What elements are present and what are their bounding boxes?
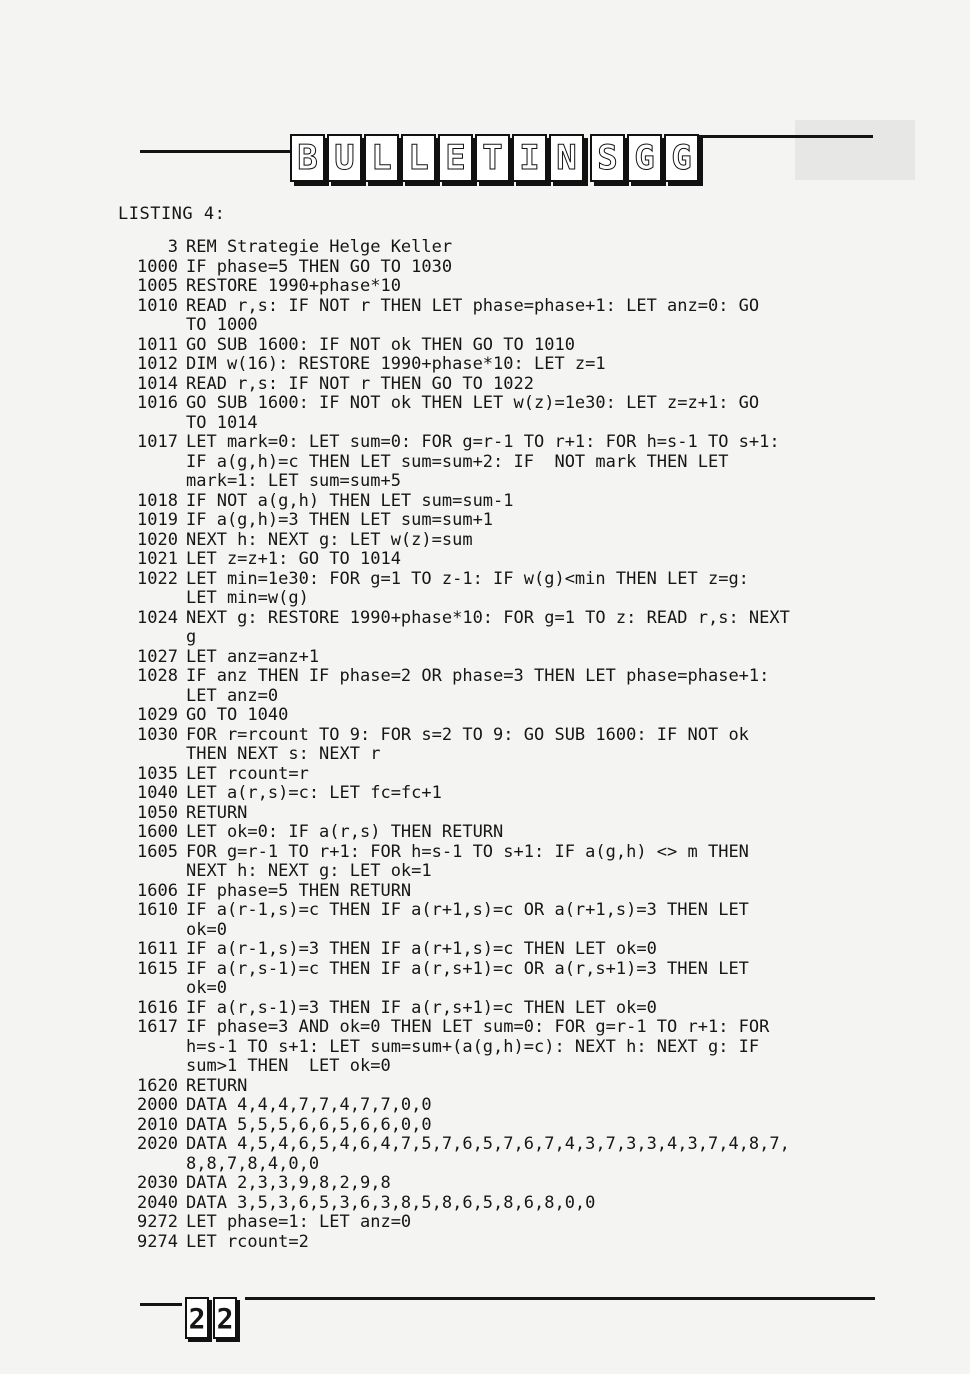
code-text: GO TO 1040 [186, 705, 289, 725]
code-text: DATA 2,3,3,9,8,2,9,8 [186, 1173, 391, 1193]
code-line [118, 394, 878, 414]
line-number: 1000 [137, 256, 178, 277]
line-number: 2010 [137, 1114, 178, 1135]
code-text: LET anz=0 [186, 685, 279, 706]
code-text: LET a(r,s)=c: LET fc=fc+1 [186, 783, 442, 803]
code-line [118, 433, 878, 453]
code-line [118, 277, 878, 297]
code-text: LET rcount=r [186, 763, 309, 784]
code-line [118, 901, 878, 921]
code-text: ok=0 [186, 919, 227, 940]
code-line [118, 843, 878, 863]
code-line [118, 1155, 878, 1175]
code-text: LET z=z+1: GO TO 1014 [186, 549, 401, 569]
code-line [118, 492, 878, 512]
line-number [118, 1057, 178, 1077]
code-text: RESTORE 1990+phase*10 [186, 276, 401, 296]
code-text: 8,8,7,8,4,0,0 [186, 1153, 320, 1174]
footer-rule-right [245, 1297, 875, 1300]
page-number-digit: 2 [213, 1297, 237, 1339]
header-letter-box [475, 134, 510, 182]
code-text: IF a(r,s-1)=c THEN IF a(r,s+1)=c OR a(r,s+1)=3 THEN LET [186, 958, 749, 979]
line-number [118, 453, 178, 473]
code-line [118, 316, 878, 336]
line-number [118, 589, 178, 609]
line-number: 1016 [137, 393, 178, 413]
code-line [118, 1116, 878, 1136]
header-letter-box [512, 134, 547, 182]
code-line [118, 804, 878, 824]
code-line [118, 1135, 878, 1155]
code-text: READ r,s: IF NOT r THEN GO TO 1022 [186, 373, 534, 394]
code-line [118, 726, 878, 746]
code-text: IF a(g,h)=c THEN LET sum=sum+2: IF NOT mark THEN LET [186, 451, 729, 472]
code-listing [118, 238, 878, 1252]
header-letter-box [549, 134, 584, 182]
code-text: LET anz=anz+1 [186, 646, 320, 667]
code-line [118, 550, 878, 570]
code-line [118, 628, 878, 648]
line-number: 1617 [137, 1017, 178, 1037]
code-line [118, 336, 878, 356]
code-text: DATA 4,4,4,7,7,4,7,7,0,0 [186, 1095, 432, 1115]
line-number [118, 745, 178, 765]
code-line [118, 570, 878, 590]
line-number: 1019 [137, 510, 178, 530]
code-line [118, 375, 878, 395]
code-text: g [186, 627, 197, 647]
code-line [118, 667, 878, 687]
code-text: IF a(r-1,s)=3 THEN IF a(r+1,s)=c THEN LET ok=0 [186, 939, 657, 959]
code-text: ok=0 [186, 978, 227, 998]
header-letter: N [556, 138, 577, 178]
code-text: REM Strategie Helge Keller [186, 237, 453, 257]
code-line [118, 1077, 878, 1097]
header-letter: G [671, 138, 692, 178]
header-letter: G [634, 138, 655, 178]
line-number: 1027 [137, 646, 178, 667]
header-letter-box [364, 134, 399, 182]
header-letter-box [327, 134, 362, 182]
line-number: 3 [167, 237, 178, 257]
line-number: 1615 [137, 958, 178, 979]
line-number [118, 687, 178, 707]
header-letter-box [664, 134, 699, 182]
line-number: 1616 [137, 997, 178, 1018]
line-number: 1005 [137, 276, 178, 296]
code-line [118, 609, 878, 629]
line-number: 1030 [137, 724, 178, 745]
code-text: RETURN [186, 1075, 248, 1096]
line-number: 1020 [137, 529, 178, 550]
code-text: IF a(r-1,s)=c THEN IF a(r+1,s)=c OR a(r+1,s)=3 THEN LET [186, 900, 749, 920]
line-number: 1014 [137, 373, 178, 394]
header-letter-box [290, 134, 325, 182]
line-number: 1010 [137, 295, 178, 316]
code-line [118, 453, 878, 473]
listing-title: LISTING 4: [118, 204, 226, 224]
header-letter-box [438, 134, 473, 182]
code-text: sum>1 THEN LET ok=0 [186, 1056, 391, 1076]
code-text: RETURN [186, 802, 248, 823]
code-text: DIM w(16): RESTORE 1990+phase*10: LET z=1 [186, 354, 606, 374]
header-letter: I [519, 138, 540, 178]
line-number [118, 1038, 178, 1058]
line-number: 2030 [137, 1173, 178, 1193]
code-line [118, 238, 878, 258]
line-number: 1050 [137, 802, 178, 823]
header-letter: E [445, 138, 466, 178]
line-number: 1611 [137, 939, 178, 959]
line-number: 2000 [137, 1095, 178, 1115]
header-letter: U [334, 138, 355, 178]
header-letter: L [371, 138, 392, 178]
line-number: 1021 [137, 549, 178, 569]
line-number [118, 862, 178, 882]
code-line [118, 706, 878, 726]
line-number: 1028 [137, 666, 178, 686]
code-text: IF phase=3 AND ok=0 THEN LET sum=0: FOR g=r-1 TO r+1: FOR [186, 1017, 770, 1037]
code-line [118, 297, 878, 317]
code-line [118, 882, 878, 902]
code-text: h=s-1 TO s+1: LET sum=sum+(a(g,h)=c): NEXT h: NEXT g: IF [186, 1036, 760, 1057]
page-number-digit: 2 [185, 1297, 209, 1339]
header-letter-box [401, 134, 436, 182]
code-text: IF a(g,h)=3 THEN LET sum=sum+1 [186, 510, 494, 530]
code-line [118, 472, 878, 492]
footer-rule-left [140, 1303, 182, 1306]
line-number [118, 1155, 178, 1175]
line-number: 1012 [137, 354, 178, 374]
code-line [118, 1038, 878, 1058]
code-text: IF phase=5 THEN RETURN [186, 880, 412, 901]
line-number: 1035 [137, 763, 178, 784]
code-text: READ r,s: IF NOT r THEN LET phase=phase+1: LET anz=0: GO [186, 295, 760, 316]
line-number [118, 979, 178, 999]
code-text: IF phase=5 THEN GO TO 1030 [186, 256, 453, 277]
line-number: 1024 [137, 607, 178, 628]
code-line [118, 862, 878, 882]
line-number [118, 414, 178, 434]
code-text: DATA 5,5,5,6,6,5,6,6,0,0 [186, 1114, 432, 1135]
code-line [118, 531, 878, 551]
line-number: 1029 [137, 705, 178, 725]
code-line [118, 940, 878, 960]
code-text: TO 1014 [186, 412, 258, 433]
line-number: 1011 [137, 334, 178, 355]
code-text: NEXT h: NEXT g: LET ok=1 [186, 861, 432, 881]
code-line [118, 784, 878, 804]
line-number: 1620 [137, 1075, 178, 1096]
line-number: 2040 [137, 1192, 178, 1213]
line-number [118, 316, 178, 336]
code-text: NEXT g: RESTORE 1990+phase*10: FOR g=1 TO z: READ r,s: NEXT [186, 607, 790, 628]
line-number [118, 921, 178, 941]
code-line [118, 1018, 878, 1038]
code-line [118, 414, 878, 434]
code-line [118, 589, 878, 609]
code-text: LET min=w(g) [186, 588, 309, 608]
bleed-through-shadow [795, 120, 915, 180]
code-line [118, 979, 878, 999]
code-line [118, 648, 878, 668]
header-letter: T [482, 138, 503, 178]
code-text: FOR g=r-1 TO r+1: FOR h=s-1 TO s+1: IF a(g,h) <> m THEN [186, 841, 749, 862]
code-text: DATA 4,5,4,6,5,4,6,4,7,5,7,6,5,7,6,7,4,3,7,3,3,4,3,7,4,8,7, [186, 1134, 790, 1154]
code-line [118, 765, 878, 785]
code-line [118, 921, 878, 941]
header-letter-box [590, 134, 625, 182]
code-text: TO 1000 [186, 315, 258, 335]
line-number: 1606 [137, 880, 178, 901]
code-text: IF anz THEN IF phase=2 OR phase=3 THEN LET phase=phase+1: [186, 666, 770, 686]
line-number [118, 472, 178, 492]
code-text: DATA 3,5,3,6,5,3,6,3,8,5,8,6,5,8,6,8,0,0 [186, 1192, 596, 1213]
code-text: IF NOT a(g,h) THEN LET sum=sum-1 [186, 490, 514, 511]
code-text: LET phase=1: LET anz=0 [186, 1212, 412, 1232]
line-number: 1018 [137, 490, 178, 511]
line-number: 1605 [137, 841, 178, 862]
code-line [118, 511, 878, 531]
line-number: 2020 [137, 1134, 178, 1154]
code-text: LET min=1e30: FOR g=1 TO z-1: IF w(g)<min THEN LET z=g: [186, 568, 749, 589]
line-number: 1600 [137, 822, 178, 842]
code-text: LET rcount=2 [186, 1231, 309, 1252]
code-line [118, 960, 878, 980]
header-rule-left [140, 150, 290, 153]
code-text: LET ok=0: IF a(r,s) THEN RETURN [186, 822, 504, 842]
line-number: 1022 [137, 568, 178, 589]
code-line [118, 823, 878, 843]
code-line [118, 745, 878, 765]
code-text: IF a(r,s-1)=3 THEN IF a(r,s+1)=c THEN LET ok=0 [186, 997, 657, 1018]
header-letter-box [627, 134, 662, 182]
line-number: 9274 [137, 1231, 178, 1252]
line-number [118, 628, 178, 648]
code-line [118, 1194, 878, 1214]
code-text: mark=1: LET sum=sum+5 [186, 471, 401, 491]
code-line [118, 1213, 878, 1233]
code-line [118, 1057, 878, 1077]
code-text: FOR r=rcount TO 9: FOR s=2 TO 9: GO SUB 1600: IF NOT ok [186, 724, 749, 745]
code-line [118, 687, 878, 707]
code-line [118, 999, 878, 1019]
header-letter: S [597, 138, 618, 178]
code-line [118, 1174, 878, 1194]
code-line [118, 1096, 878, 1116]
code-line [118, 258, 878, 278]
header-letter: L [408, 138, 429, 178]
code-text: LET mark=0: LET sum=0: FOR g=r-1 TO r+1: FOR h=s-1 TO s+1: [186, 432, 780, 452]
line-number: 1040 [137, 783, 178, 803]
code-text: GO SUB 1600: IF NOT ok THEN GO TO 1010 [186, 334, 575, 355]
code-text: GO SUB 1600: IF NOT ok THEN LET w(z)=1e30: LET z=z+1: GO [186, 393, 760, 413]
code-text: THEN NEXT s: NEXT r [186, 744, 381, 764]
header-letter: B [297, 138, 318, 178]
code-text: NEXT h: NEXT g: LET w(z)=sum [186, 529, 473, 550]
header-rule-right [675, 135, 873, 138]
code-line [118, 355, 878, 375]
line-number: 1610 [137, 900, 178, 920]
code-line [118, 1233, 878, 1253]
line-number: 9272 [137, 1212, 178, 1232]
line-number: 1017 [137, 432, 178, 452]
